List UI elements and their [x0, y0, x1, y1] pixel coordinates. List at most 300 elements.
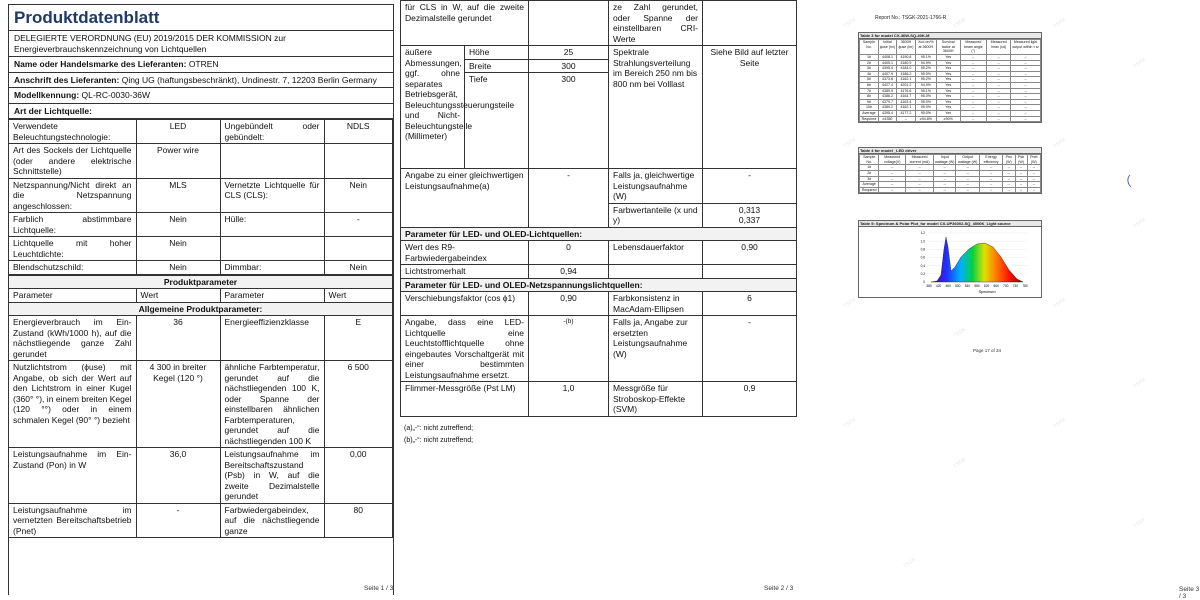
table-3-caption: Table 3 for model CX-36W-SQ-40K-M	[859, 33, 1041, 39]
chromaticity-y: 0,337	[738, 215, 761, 225]
y-tick-label: 0.8	[920, 247, 925, 252]
col-param-1: Parameter	[9, 289, 136, 303]
table-cell: --	[1003, 165, 1015, 171]
replacement-power-value: -	[703, 316, 797, 382]
type-label-2: Dimmbar:	[220, 261, 324, 275]
table-cell: --	[906, 176, 934, 182]
table-cell: --	[879, 187, 906, 193]
param-value-2: 80	[324, 503, 393, 538]
table-cell: --	[1011, 77, 1041, 83]
table-cell: --	[879, 171, 906, 177]
param-label: Energieverbrauch im Ein-Zustand (kWh/1000 h), auf die nächstliegende ganze Zahl gerundet	[9, 316, 136, 361]
page-number: Seite 3 / 3	[1179, 586, 1200, 600]
table-cell: 3#	[860, 176, 879, 182]
param-row	[9, 503, 393, 538]
table-cell: Average	[860, 182, 879, 188]
table-cell: --	[956, 171, 980, 177]
table-cell: --	[987, 77, 1011, 83]
table-cell: --	[1003, 182, 1015, 188]
watermark-text: TSGK	[1052, 296, 1068, 310]
watermark-text: TSGK	[842, 16, 858, 30]
cri-range-label: ze Zahl gerundet, oder Spanne der einstellbaren CRI-Werte	[609, 1, 703, 46]
table-cell: 4407.9	[878, 71, 896, 77]
table-cell: --	[979, 176, 1002, 182]
table-cell: --	[960, 116, 987, 122]
col-param-2: Parameter	[220, 289, 324, 303]
led-params-heading: Parameter für LED- und OLED-Lichtquellen:	[401, 227, 797, 241]
table-cell: --	[960, 105, 987, 111]
type-label-2: Hülle:	[220, 213, 324, 237]
r9-value: 0	[529, 241, 609, 265]
supplier-trademark	[9, 57, 393, 73]
table-cell: --	[960, 99, 987, 105]
flicker-value: 1,0	[529, 382, 609, 417]
table-cell: 8#	[860, 94, 879, 100]
table-cell: 1#	[860, 55, 879, 61]
watermark-text: TSGK	[1052, 16, 1068, 30]
table-cell: 4201.2	[897, 83, 916, 89]
lumen-maintenance-value: 0,94	[529, 265, 609, 279]
table-cell: --	[1027, 165, 1040, 171]
type-label: Blendschutzschild:	[9, 261, 136, 275]
datasheet-frame	[8, 4, 394, 595]
watermark-text: TSGK	[1052, 136, 1068, 150]
table-cell: Yes	[936, 55, 960, 61]
table-cell: --	[906, 171, 934, 177]
table-header-cell: Initial ϕuse (lm)	[878, 40, 896, 55]
y-tick-label: 0.4	[920, 263, 925, 268]
param-value: 4 300 in breiter Kegel (120 °)	[136, 361, 220, 448]
x-tick-label: 420	[935, 284, 942, 288]
table-header-cell: Measured voltage(V)	[879, 155, 906, 165]
type-row	[9, 237, 393, 261]
table-cell: 94.9%	[915, 83, 936, 89]
y-tick-label: 0.6	[920, 255, 925, 260]
x-tick-label: 700	[1003, 284, 1009, 288]
table-cell: 3#	[860, 66, 879, 72]
table-cell: ≥94.8%	[915, 116, 936, 122]
table-header-cell: Sample No.	[860, 155, 879, 165]
table-cell: 95.1%	[915, 88, 936, 94]
col-value-1: Wert	[136, 289, 220, 303]
param-label-2: ähnliche Farbtemperatur, gerundet auf die nächstliegenden 100 K, oder Spanne der einstellbaren ähnlichen Farbtemperaturen, gerundet auf die nächstliegenden 100 K	[220, 361, 324, 448]
flicker-label: Flimmer-Messgröße (Pst LM)	[401, 382, 529, 417]
table-cell: 94.9%	[915, 60, 936, 66]
empty-cell	[703, 265, 797, 279]
page-number: Seite 2 / 3	[764, 585, 794, 592]
table-cell: Yes	[936, 105, 960, 111]
table-cell: --	[987, 66, 1011, 72]
type-value-2	[324, 144, 393, 179]
table-cell: 4177.2	[897, 111, 916, 117]
table-header-cell: Input wattage (W)	[935, 155, 955, 164]
lumen-maintenance-label: Lichtstromerhalt	[401, 265, 529, 279]
table-cell: Yes	[936, 77, 960, 83]
table-header-cell: Measured light output within τ sr	[1011, 40, 1041, 55]
table-cell: --	[1003, 187, 1015, 193]
table-cell: --	[1027, 171, 1040, 177]
table-cell: 4380.2	[878, 105, 896, 111]
table-cell: Yes	[936, 66, 960, 72]
table-cell: 4379.7	[878, 99, 896, 105]
type-value: Nein	[136, 237, 220, 261]
spectrum-figure	[858, 220, 1042, 298]
table-cell: Yes	[936, 99, 960, 105]
x-tick-label: 380	[926, 284, 932, 288]
table-cell: --	[1027, 182, 1040, 188]
product-params-heading: Produktparameter	[9, 275, 393, 289]
param-label: Leistungsaufnahme im vernetzten Bereitschaftsbetrieb (Pnet)	[9, 503, 136, 538]
table-cell: ≥90%	[936, 116, 960, 122]
report-page-of: Page 17 of 34	[973, 348, 1002, 353]
chromaticity-label: Farbwertanteile (x und y)	[609, 203, 703, 227]
table-cell: --	[934, 182, 956, 188]
table-cell: --	[879, 182, 906, 188]
watermark-text: TSGK	[952, 326, 968, 340]
x-tick-label: 660	[993, 284, 999, 288]
watermark-text: TSGK	[842, 296, 858, 310]
type-row	[9, 144, 393, 179]
table-cell: 7#	[860, 88, 879, 94]
table-row	[860, 187, 1041, 193]
spectral-label: Spektrale Strahlungsverteilung im Bereich 250 nm bis 800 nm bei Volllast	[609, 46, 703, 169]
table-cell: 5#	[860, 77, 879, 83]
chromaticity-values	[703, 203, 797, 227]
table-cell: --	[1011, 99, 1041, 105]
table-cell: Yes	[936, 94, 960, 100]
table-cell: --	[1015, 187, 1027, 193]
spectrum-chart	[859, 227, 1041, 295]
table-cell: 4162.1	[897, 77, 916, 83]
model-identifier	[9, 88, 393, 104]
table-header-cell: Pnet (W)	[1027, 155, 1040, 165]
table-cell: --	[906, 187, 934, 193]
type-heading: Art der Lichtquelle:	[9, 104, 393, 120]
table-cell: 4164.7	[897, 94, 916, 100]
table-cell: 9#	[860, 99, 879, 105]
power-factor-value: 0,90	[529, 292, 609, 316]
table-5-caption: Table 5: Spectrum & Polar Plot_for model CX-UP36002-SQ_4000K_Light source	[859, 221, 1041, 227]
table-cell: 4162.1	[897, 105, 916, 111]
page-number: Seite 1 / 3	[364, 585, 394, 592]
table-cell: --	[1011, 71, 1041, 77]
table-cell: --	[1011, 83, 1041, 89]
type-label-2	[220, 237, 324, 261]
dim-width-value: 300	[529, 59, 609, 73]
table-cell: Yes	[936, 71, 960, 77]
table-cell: --	[979, 171, 1002, 177]
type-label-2	[220, 144, 324, 179]
table-header-cell: Xcd on/% at 3600H	[915, 40, 936, 55]
table-cell: --	[979, 187, 1002, 193]
type-row	[9, 178, 393, 213]
table-3-lumen-maintenance	[858, 32, 1042, 123]
table-cell: --	[987, 88, 1011, 94]
table-cell: --	[1027, 176, 1040, 182]
pen-mark-icon	[1125, 174, 1133, 188]
param-label-2: Farbwiedergabeindex, auf die nächstliegende ganze	[220, 503, 324, 538]
table-cell: --	[960, 88, 987, 94]
type-row	[9, 120, 393, 144]
table-cell: Yes	[936, 111, 960, 117]
x-tick-label: 500	[955, 284, 961, 288]
table-cell: --	[906, 182, 934, 188]
watermark-text: TSGK	[1132, 376, 1148, 390]
watermark-text: TSGK	[842, 136, 858, 150]
table-cell: --	[987, 116, 1011, 122]
product-parameters-table	[9, 275, 393, 539]
footnotes	[400, 423, 797, 447]
page-title: Produktdatenblatt	[9, 5, 393, 31]
table-header-cell: Energy efficiency	[979, 155, 1002, 165]
table-cell: 95.2%	[915, 66, 936, 72]
table-cell: Yes	[936, 83, 960, 89]
general-params-heading: Allgemeine Produktparameter:	[9, 302, 393, 316]
table-header-cell: Sample No.	[860, 40, 879, 55]
table-cell: --	[1015, 171, 1027, 177]
table-cell: 4184.0	[897, 66, 916, 72]
table-cell: --	[906, 165, 934, 171]
watermark-text: TSGK	[952, 16, 968, 30]
table-cell: --	[987, 94, 1011, 100]
watermark-text: TSGK	[842, 416, 858, 430]
equivalent-power-right-label: Falls ja, gleichwertige Leistungsaufnahme (W)	[609, 169, 703, 204]
watermark-text: TSGK	[902, 556, 918, 570]
table-cell: --	[987, 111, 1011, 117]
spectrum-curve	[931, 237, 1023, 282]
table-cell: --	[960, 66, 987, 72]
type-label-2: Vernetzte Lichtquelle für CLS (CLS):	[220, 178, 324, 213]
table-cell: --	[979, 182, 1002, 188]
table-cell: --	[987, 99, 1011, 105]
spectrum-label: Spectrum	[978, 289, 996, 294]
table-header-cell: Output wattage (W)	[956, 155, 980, 165]
datasheet-page-1	[0, 0, 397, 596]
table-cell: --	[979, 165, 1002, 171]
equivalent-power-value: -	[529, 169, 609, 228]
watermark-text: TSGK	[1132, 56, 1148, 70]
table-header-cell: Measured beam angle (°)	[960, 40, 987, 55]
empty-cell	[609, 265, 703, 279]
type-value-2: Nein	[324, 178, 393, 213]
table-cell: 1#	[860, 165, 879, 171]
table-cell: 95.0%	[915, 111, 936, 117]
dim-depth-value: 300	[529, 73, 609, 169]
equivalent-power-label: Angabe zu einer gleichwertigen Leistungsaufnahme(a)	[401, 169, 529, 228]
macadam-value: 6	[703, 292, 797, 316]
report-number: Report No.: TSGK-2021-1766-R	[875, 15, 947, 21]
x-tick-label: 540	[964, 284, 971, 288]
footnote-b: (b)„-“: nicht zutreffend;	[404, 436, 474, 444]
table-header-cell: Psb (W)	[1015, 155, 1027, 165]
x-tick-label: 580	[974, 284, 980, 288]
table-cell: --	[897, 116, 916, 122]
spectral-value: Siehe Bild auf letzter Seite	[703, 46, 797, 169]
dimensions-label: äußere Abmessungen, ggf. ohne separates Betriebsgerät, Beleuchtungssteuerungsteile und Nicht-Beleuchtungsteile (Millimeter)	[401, 46, 465, 169]
param-value-2: E	[324, 316, 393, 361]
cri-range-value	[703, 1, 797, 46]
table-cell: 10#	[860, 105, 879, 111]
param-label: Nutzlichtstrom (ϕuse) mit Angabe, ob sich der Wert auf den Lichtstrom in einer Kugel (360° °), in einem breiten Kegel (120 °°) oder in einem schmalen Kegel (90° °) bezieht	[9, 361, 136, 448]
table-cell: 4405.1	[878, 60, 896, 66]
table-cell: --	[1011, 55, 1041, 61]
table-cell: 4163.4	[897, 99, 916, 105]
table-cell: --	[987, 83, 1011, 89]
table-cell: 4395.4	[878, 66, 896, 72]
footnote-a: (a)„-“: nicht zutreffend;	[404, 424, 474, 432]
model-value: QL-RC-0030-36W	[81, 90, 151, 100]
table-cell: 2#	[860, 171, 879, 177]
table-cell: 95.0%	[915, 99, 936, 105]
table-cell: Yes	[936, 60, 960, 66]
trademark-label: Name oder Handelsmarke des Lieferanten:	[14, 59, 187, 69]
table-cell: 95.2%	[915, 77, 936, 83]
y-tick-label: 0	[923, 280, 925, 285]
power-factor-label: Verschiebungsfaktor (cos ϕ1)	[401, 292, 529, 316]
table-cell: --	[934, 187, 956, 193]
table-cell: --	[960, 60, 987, 66]
table-header-cell: Measured Imax (cd)	[987, 40, 1011, 55]
survival-factor-value: 0,90	[703, 241, 797, 265]
table-cell: --	[1011, 88, 1041, 94]
table-cell: --	[956, 182, 980, 188]
type-label-2: Ungebündelt oder gebündelt:	[220, 120, 324, 144]
x-tick-label: 460	[945, 284, 951, 288]
table-cell: --	[879, 165, 906, 171]
type-label: Art des Sockels der Lichtquelle (oder andere elektrische Schnittstelle)	[9, 144, 136, 179]
light-source-type-table	[9, 119, 393, 275]
table-cell: 95.1%	[915, 55, 936, 61]
equivalent-power-right-value: -	[703, 169, 797, 204]
type-value: Nein	[136, 213, 220, 237]
type-label: Farblich abstimmbare Lichtquelle:	[9, 213, 136, 237]
type-row	[9, 261, 393, 275]
continued-parameters-table	[400, 0, 797, 417]
table-cell: --	[934, 171, 956, 177]
param-value: -	[136, 503, 220, 538]
cls-standby-label: für CLS in W, auf die zweite Dezimalstelle gerundet	[401, 1, 529, 46]
datasheet-page-2	[400, 0, 800, 596]
replacement-claim-label: Angabe, dass eine LED-Lichtquelle eine Leuchtstofflichtquelle ohne eingebautes Vorschaltgerät mit einer bestimmten Leistungsaufnahme ersetzt.	[401, 316, 529, 382]
supplier-address	[9, 73, 393, 89]
param-value: 36,0	[136, 448, 220, 504]
table-cell: 4180.9	[897, 60, 916, 66]
table-cell: --	[879, 176, 906, 182]
table-cell: 95.0%	[915, 71, 936, 77]
type-label: Netzspannung/Nicht direkt an die Netzspannung angeschlossen:	[9, 178, 136, 213]
table-cell: --	[1011, 60, 1041, 66]
param-label-2: Energieeffizienzklasse	[220, 316, 324, 361]
table-cell: Required	[860, 187, 879, 193]
table-cell: Average	[860, 111, 879, 117]
table-cell: 4190.8	[897, 55, 916, 61]
svm-value: 0,9	[703, 382, 797, 417]
table-cell: --	[987, 55, 1011, 61]
replacement-power-label: Falls ja, Angabe zur ersetzten Leistungsaufnahme (W)	[609, 316, 703, 382]
table-cell: --	[1011, 105, 1041, 111]
table-cell: --	[1011, 94, 1041, 100]
table-cell: --	[960, 55, 987, 61]
type-row	[9, 213, 393, 237]
table-header-cell: Pno (W)	[1003, 155, 1015, 165]
table-cell: --	[987, 105, 1011, 111]
table-cell: --	[987, 60, 1011, 66]
param-label: Leistungsaufnahme im Ein-Zustand (Pon) in W	[9, 448, 136, 504]
table-header-cell: Survival factor at 3600H	[936, 40, 960, 55]
table-cell: --	[1027, 187, 1040, 193]
param-row	[9, 316, 393, 361]
param-value-2: 0,00	[324, 448, 393, 504]
datasheet-page-3	[803, 0, 1200, 600]
table-cell: 95.0%	[915, 94, 936, 100]
table-cell: 4395.4	[878, 111, 896, 117]
type-label: Lichtquelle mit hoher Leuchtdichte:	[9, 237, 136, 261]
watermark-text: TSGK	[1052, 416, 1068, 430]
table-cell: Required	[860, 116, 879, 122]
table-cell: --	[960, 77, 987, 83]
model-label: Modellkennung:	[14, 90, 80, 100]
table-cell: --	[960, 94, 987, 100]
table-cell: --	[956, 165, 980, 171]
table-cell: 4386.2	[878, 94, 896, 100]
table-cell: 6#	[860, 83, 879, 89]
table-cell: --	[956, 187, 980, 193]
dim-height-value: 25	[529, 46, 609, 60]
table-cell: --	[1015, 176, 1027, 182]
table-cell: --	[960, 71, 987, 77]
table-cell: 4#	[860, 71, 879, 77]
table-cell: --	[1015, 182, 1027, 188]
watermark-text: TSGK	[1132, 516, 1148, 530]
type-value: MLS	[136, 178, 220, 213]
x-tick-label: 620	[983, 284, 990, 288]
type-value-2: -	[324, 213, 393, 237]
param-value: 36	[136, 316, 220, 361]
table-cell: 4186.2	[897, 71, 916, 77]
table-cell: 4408.1	[878, 55, 896, 61]
table-cell: --	[1003, 171, 1015, 177]
watermark-text: TSGK	[952, 456, 968, 470]
table-cell: 4427.4	[878, 83, 896, 89]
trademark-value: OTREN	[188, 59, 219, 69]
table-4-caption: Table 4 for model _LED driver	[859, 148, 1041, 154]
cls-standby-value	[529, 1, 609, 46]
table-cell: --	[1015, 165, 1027, 171]
address-value: Qing UG (haftungsbeschränkt), Undinestr. 7, 12203 Berlin Germany	[121, 74, 377, 85]
table-cell: --	[934, 165, 956, 171]
table-cell: --	[1011, 66, 1041, 72]
table-header-cell: 3600H ϕuse (lm)	[897, 40, 916, 55]
survival-factor-label: Lebensdauerfaktor	[609, 241, 703, 265]
y-tick-label: 1.0	[920, 239, 925, 244]
chromaticity-x: 0,313	[738, 204, 761, 215]
dim-height-label: Höhe	[465, 46, 529, 60]
table-cell: Yes	[936, 88, 960, 94]
table-row	[860, 116, 1041, 122]
svm-label: Messgröße für Stroboskop-Effekte (SVM)	[609, 382, 703, 417]
param-row	[9, 448, 393, 504]
r9-label: Wert des R9-Farbwiedergabeindex	[401, 241, 529, 265]
dim-depth-label: Tiefe	[465, 73, 529, 169]
table-cell: 2#	[860, 60, 879, 66]
type-value-2: Nein	[324, 261, 393, 275]
macadam-label: Farbkonsistenz in MacAdam-Ellipsen	[609, 292, 703, 316]
table-cell: --	[960, 111, 987, 117]
type-value: Nein	[136, 261, 220, 275]
type-value-2: NDLS	[324, 120, 393, 144]
replacement-claim-value: -(b)	[529, 316, 609, 382]
table-cell: --	[934, 176, 956, 182]
